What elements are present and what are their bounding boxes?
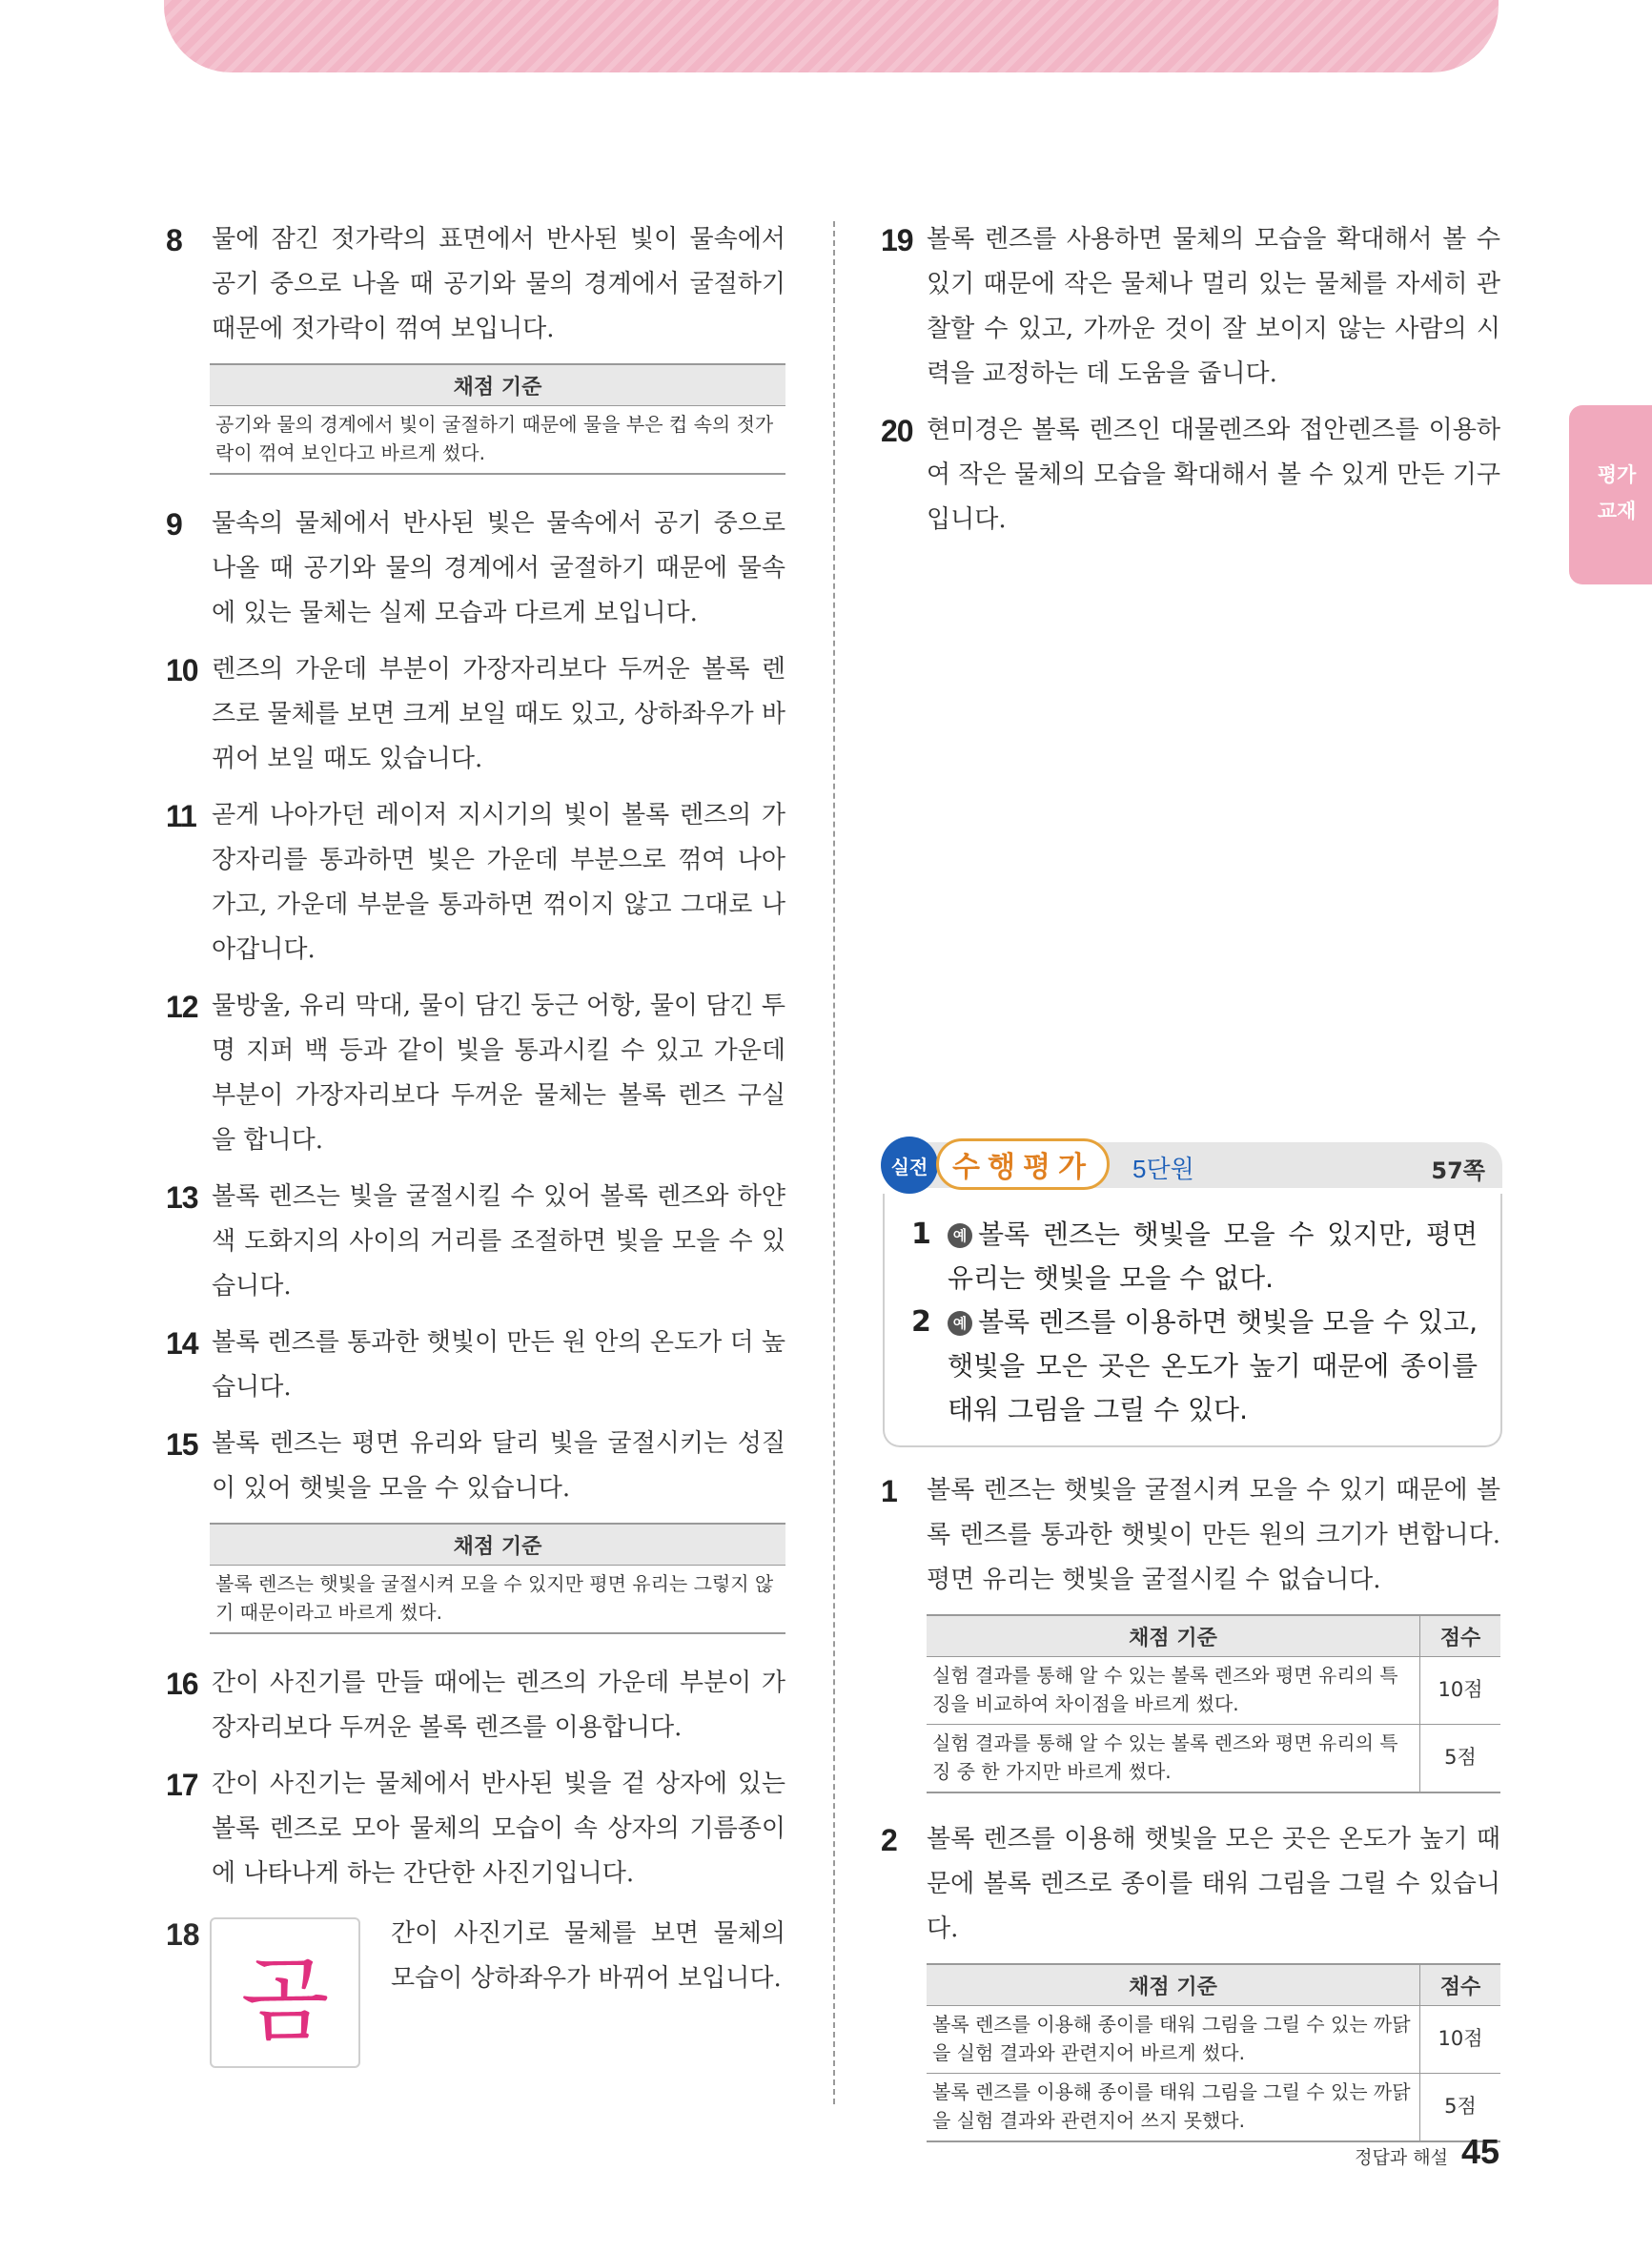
answer-item-13 — [166, 1175, 785, 1309]
scoring-table-15 — [210, 1523, 785, 1634]
page-footer — [1355, 2132, 1499, 2172]
score-header: 점수 — [1420, 1615, 1501, 1657]
answer-item — [881, 1468, 1500, 1603]
criteria-cell: 볼록 렌즈를 이용해 종이를 태워 그림을 그릴 수 있는 까닭을 실험 결과와 관련지어 바르게 썼다. — [927, 2006, 1420, 2074]
scoring-table — [927, 1963, 1500, 2142]
side-tab-evaluation[interactable] — [1569, 405, 1652, 584]
item-text: 간이 사진기로 물체를 보면 물체의 모습이 상하좌우가 바뀌어 보입니다. — [391, 1919, 785, 1993]
item-number: 16 — [166, 1667, 198, 1701]
practice-item-1 — [908, 1213, 1478, 1301]
item-number: 1 — [911, 1218, 931, 1251]
page-number: 45 — [1460, 2132, 1499, 2171]
practice-assessment-box — [881, 1137, 1502, 1447]
left-column — [166, 217, 785, 2064]
item-number: 9 — [166, 507, 182, 542]
item-text: 물에 잠긴 젓가락의 표면에서 반사된 빛이 물속에서 공기 중으로 나올 때 공기와 물의 경계에서 굴절하기 때문에 젓가락이 꺾여 보입니다. — [212, 225, 785, 343]
criteria-header: 채점 기준 — [927, 1615, 1420, 1657]
item-number: 8 — [166, 223, 182, 257]
column-divider — [833, 221, 835, 2104]
example-icon: 예 — [948, 1311, 972, 1336]
score-cell: 10점 — [1420, 2006, 1501, 2074]
item-text: 간이 사진기는 물체에서 반사된 빛을 겉 상자에 있는 볼록 렌즈로 모아 물체의 모습이 속 상자의 기름종이에 나타나게 하는 간단한 사진기입니다. — [212, 1770, 785, 1888]
item-number: 13 — [166, 1180, 198, 1215]
scoring-table-8 — [210, 363, 785, 475]
item-text: 간이 사진기를 만들 때에는 렌즈의 가운데 부분이 가장자리보다 두꺼운 볼록 렌즈를 이용합니다. — [212, 1669, 785, 1742]
practice-title: 수행평가 — [936, 1138, 1110, 1190]
practice-item-2 — [908, 1301, 1478, 1432]
score-cell: 10점 — [1420, 1657, 1501, 1725]
criteria-header: 채점 기준 — [927, 1964, 1420, 2006]
score-cell: 5점 — [1420, 2074, 1501, 2142]
criteria-cell: 볼록 렌즈를 이용해 종이를 태워 그림을 그릴 수 있는 까닭을 실험 결과와 관련지어 쓰지 못했다. — [927, 2074, 1420, 2142]
answer-item-14 — [166, 1321, 785, 1410]
practice-header — [881, 1137, 1502, 1194]
criteria-header: 채점 기준 — [210, 1524, 785, 1566]
item-number: 14 — [166, 1326, 198, 1361]
item-text-body: 볼록 렌즈를 이용하면 햇빛을 모을 수 있고, 햇빛을 모은 곳은 온도가 높기 때문에 종이를 태워 그림을 그릴 수 있다. — [948, 1306, 1478, 1425]
side-tab-line2: 교재 — [1597, 500, 1637, 522]
item-text: 볼록 렌즈를 사용하면 물체의 모습을 확대해서 볼 수 있기 때문에 작은 물체나 멀리 있는 물체를 자세히 관찰할 수 있고, 가까운 것이 잘 보이지 않는 사람의 시력을 교정하는 데 도움을 줍니다. — [927, 225, 1500, 388]
item-number: 12 — [166, 990, 198, 1024]
score-cell: 5점 — [1420, 1725, 1501, 1793]
answer-item-18 — [166, 1912, 785, 2064]
image-box: 곰 — [210, 1917, 360, 2068]
criteria-cell: 공기와 물의 경계에서 빛이 굴절하기 때문에 물을 부은 컵 속의 젓가락이 꺾여 보인다고 바르게 썼다. — [210, 406, 785, 475]
item-number: 11 — [166, 799, 196, 833]
practice-answer-2 — [881, 1817, 1500, 2142]
criteria-cell: 실험 결과를 통해 알 수 있는 볼록 렌즈와 평면 유리의 특징을 비교하여 차이점을 바르게 썼다. — [927, 1657, 1420, 1725]
item-text: 렌즈의 가운데 부분이 가장자리보다 두꺼운 볼록 렌즈로 물체를 보면 크게 보일 때도 있고, 상하좌우가 바뀌어 보일 때도 있습니다. — [212, 655, 785, 773]
item-number: 17 — [166, 1768, 198, 1802]
practice-body — [883, 1194, 1502, 1447]
scoring-table — [927, 1614, 1500, 1793]
item-text — [948, 1301, 1478, 1432]
example-icon: 예 — [948, 1223, 972, 1248]
criteria-header: 채점 기준 — [210, 364, 785, 406]
item-text: 볼록 렌즈는 평면 유리와 달리 빛을 굴절시키는 성질이 있어 햇빛을 모을 수 있습니다. — [212, 1429, 785, 1503]
page-reference: 57쪽 — [1431, 1157, 1485, 1184]
item-number: 18 — [166, 1917, 200, 1952]
top-banner — [164, 0, 1499, 72]
item-text: 볼록 렌즈를 이용해 햇빛을 모은 곳은 온도가 높기 때문에 볼록 렌즈로 종이를 태워 그림을 그릴 수 있습니다. — [927, 1825, 1500, 1943]
answer-item-9 — [166, 502, 785, 636]
item-number: 2 — [911, 1305, 931, 1339]
answer-item-16 — [166, 1661, 785, 1751]
item-text: 볼록 렌즈를 통과한 햇빛이 만든 원 안의 온도가 더 높습니다. — [212, 1328, 785, 1402]
item-number: 19 — [881, 223, 913, 257]
item-number: 10 — [166, 653, 198, 687]
answer-item-12 — [166, 984, 785, 1163]
item-text: 물방울, 유리 막대, 물이 담긴 둥근 어항, 물이 담긴 투명 지퍼 백 등과 같이 빛을 통과시킬 수 있고 가운데 부분이 가장자리보다 두꺼운 물체는 볼록 렌즈 구실을 합니다. — [212, 992, 785, 1155]
side-tab-line1: 평가 — [1597, 463, 1637, 486]
footer-label: 정답과 해설 — [1355, 2147, 1448, 2168]
item-text: 현미경은 볼록 렌즈인 대물렌즈와 접안렌즈를 이용하여 작은 물체의 모습을 확대해서 볼 수 있게 만든 기구입니다. — [927, 416, 1500, 534]
answer-item-8 — [166, 217, 785, 352]
score-header: 점수 — [1420, 1964, 1501, 2006]
practice-answer-1 — [881, 1468, 1500, 1793]
item-number: 2 — [881, 1823, 897, 1857]
answer-item-20 — [881, 408, 1500, 543]
answer-item-15 — [166, 1422, 785, 1511]
answer-item-11 — [166, 793, 785, 973]
item-text: 볼록 렌즈는 햇빛을 굴절시켜 모을 수 있기 때문에 볼록 렌즈를 통과한 햇빛이 만든 원의 크기가 변합니다. 평면 유리는 햇빛을 굴절시킬 수 없습니다. — [927, 1476, 1500, 1594]
item-text: 곧게 나아가던 레이저 지시기의 빛이 볼록 렌즈의 가장자리를 통과하면 빛은 가운데 부분으로 꺾여 나아가고, 가운데 부분을 통과하면 꺾이지 않고 그대로 나아갑니다. — [212, 801, 785, 964]
answer-item — [881, 1817, 1500, 1952]
unit-label: 5단원 — [1132, 1155, 1194, 1183]
criteria-cell: 볼록 렌즈는 햇빛을 굴절시켜 모을 수 있지만 평면 유리는 그렇지 않기 때문이라고 바르게 썼다. — [210, 1566, 785, 1634]
item-text: 물속의 물체에서 반사된 빛은 물속에서 공기 중으로 나올 때 공기와 물의 경계에서 굴절하기 때문에 물속에 있는 물체는 실제 모습과 다르게 보입니다. — [212, 509, 785, 627]
item-number: 15 — [166, 1427, 198, 1462]
right-column — [881, 217, 1500, 554]
answer-item-19 — [881, 217, 1500, 397]
criteria-cell: 실험 결과를 통해 알 수 있는 볼록 렌즈와 평면 유리의 특징 중 한 가지만 바르게 썼다. — [927, 1725, 1420, 1793]
item-number: 20 — [881, 414, 913, 448]
answer-item-10 — [166, 647, 785, 782]
item-text — [948, 1213, 1478, 1301]
item-text: 볼록 렌즈는 빛을 굴절시킬 수 있어 볼록 렌즈와 하얀색 도화지의 사이의 거리를 조절하면 빛을 모을 수 있습니다. — [212, 1182, 785, 1301]
answer-item-17 — [166, 1762, 785, 1896]
item-text-body: 볼록 렌즈는 햇빛을 모을 수 있지만, 평면 유리는 햇빛을 모을 수 없다. — [948, 1219, 1478, 1294]
item-number: 1 — [881, 1474, 897, 1508]
practice-badge: 실전 — [881, 1137, 938, 1194]
